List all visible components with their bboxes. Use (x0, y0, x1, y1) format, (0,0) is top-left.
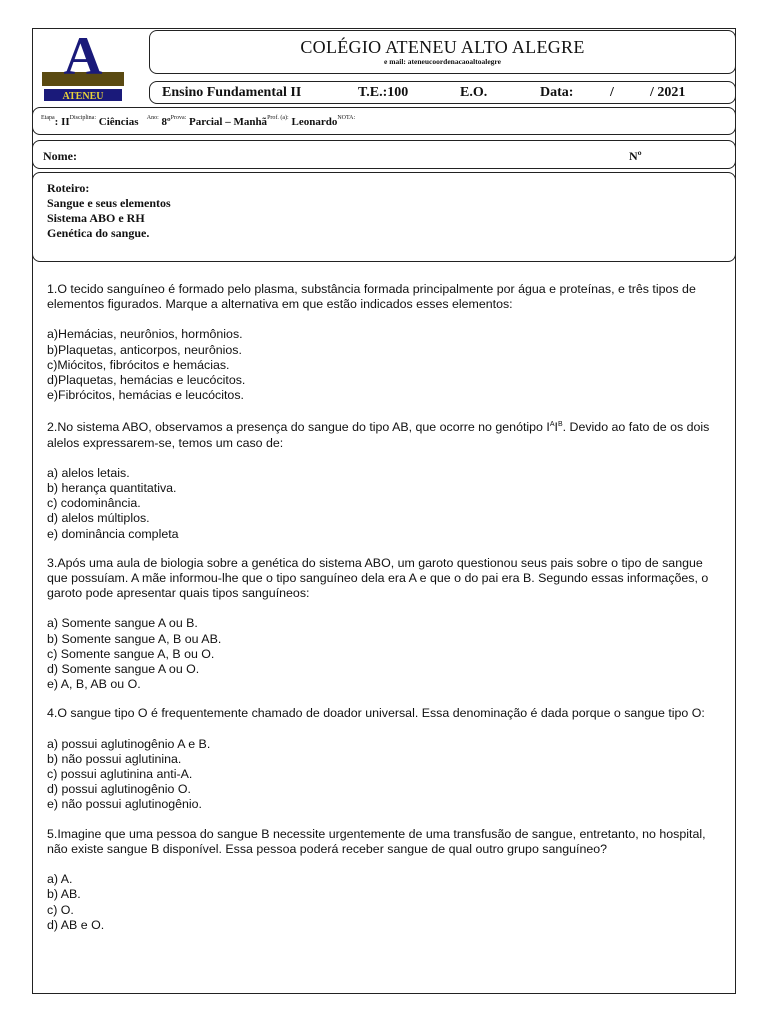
option: e)Fibrócitos, hemácias e leucócitos. (47, 388, 244, 403)
option: a) alelos letais. (47, 465, 130, 480)
name-label: Nome: (43, 149, 77, 163)
option: d) Somente sangue A ou O. (47, 662, 200, 677)
question-5-text: 5.Imagine que uma pessoa do sangue B necessite urgentemente de uma transfusão de sangue, entretanto, no hospital, não existe sangue B disponível. Essa pessoa poderá receber sangue de qual outro grupo sanguíneo? (47, 826, 706, 856)
option: a) A. (47, 872, 73, 887)
disciplina-value: Ciências (96, 116, 139, 128)
q2-sup-a: A (549, 421, 555, 429)
questions (47, 282, 719, 947)
prof-value: Leonardo (288, 116, 338, 128)
q2-text-b: . Devido ao fato de os dois alelos expressarem-se, temos um caso de: (47, 420, 710, 450)
exam-info-line (32, 107, 736, 135)
option: c) codominância. (47, 496, 141, 511)
question-4-options (47, 737, 719, 813)
option: c)Miócitos, fibrócitos e hemácias. (47, 357, 230, 372)
eo-text: E.O. (460, 85, 488, 100)
question-5-options (47, 872, 719, 933)
school-email: e mail: ateneucoordenacaoaltoalegre (384, 57, 501, 66)
option: d) alelos múltiplos. (47, 511, 150, 526)
option: c) O. (47, 902, 74, 917)
te-text: T.E.:100 (358, 85, 409, 100)
option: a)Hemácias, neurônios, hormônios. (47, 327, 243, 342)
prova-label: Prova: (170, 115, 187, 121)
roteiro-box (32, 172, 736, 262)
logo-letter: A (63, 34, 103, 86)
ano-value: 8º (158, 116, 171, 128)
number-label: Nº (629, 149, 642, 163)
prova-value: Parcial – Manhã (186, 116, 268, 128)
etapa-label: Etapa (41, 115, 55, 121)
date-separator: / (610, 85, 614, 100)
option: a) Somente sangue A ou B. (47, 616, 198, 631)
option: c) Somente sangue A, B ou O. (47, 646, 215, 661)
prof-label: Prof. (a): (267, 115, 289, 121)
title-box (149, 30, 736, 74)
option: d)Plaquetas, hemácias e leucócitos. (47, 373, 246, 388)
option: b) AB. (47, 887, 81, 902)
roteiro-item: Genética do sangue. (47, 226, 150, 240)
date-label: Data: (540, 85, 574, 100)
roteiro-item: Sistema ABO e RH (47, 211, 145, 225)
roteiro-title: Roteiro: (47, 181, 90, 195)
logo-text: ATENEU (62, 91, 104, 102)
question-1-text: 1.O tecido sanguíneo é formado pelo plasma, substância formada principalmente por água e proteínas, e três tipos de elementos figurados. Marque a alternativa em que estão indicados esses elementos: (47, 282, 696, 312)
question-1-options (47, 327, 719, 403)
q2-mid: I (554, 420, 558, 435)
option: a) possui aglutinogênio A e B. (47, 736, 211, 751)
exam-info-row (41, 115, 355, 128)
school-name: COLÉGIO ATENEU ALTO ALEGRE (300, 37, 585, 57)
school-logo (40, 34, 126, 102)
level-text: Ensino Fundamental II (162, 85, 302, 100)
q2-text-a: 2.No sistema ABO, observamos a presença do sangue do tipo AB, que ocorre no genótipo I (47, 420, 550, 435)
option: d) possui aglutinogênio O. (47, 782, 191, 797)
name-line (32, 140, 736, 169)
option: b) Somente sangue A, B ou AB. (47, 631, 222, 646)
roteiro-item: Sangue e seus elementos (47, 196, 171, 210)
date-year: / 2021 (650, 85, 686, 100)
option: d) AB e O. (47, 917, 105, 932)
option: e) não possui aglutinogênio. (47, 797, 202, 812)
option: e) A, B, AB ou O. (47, 677, 141, 692)
disciplina-label: Disciplina: (69, 115, 96, 121)
question-3-options (47, 616, 719, 692)
option: b) não possui aglutinina. (47, 751, 182, 766)
question-2-text (47, 417, 719, 450)
question-2-options (47, 466, 719, 542)
etapa-value: : II (54, 116, 70, 128)
q2-sup-b: B (557, 421, 563, 429)
option: b)Plaquetas, anticorpos, neurônios. (47, 342, 242, 357)
nota-label: NOTA: (337, 115, 356, 121)
question-3-text: 3.Após uma aula de biologia sobre a genética do sistema ABO, um garoto questionou seus pais sobre o tipo de sangue que possuíam. A mãe informou-lhe que o tipo sanguíneo dela era A e que o do pai era B. Segundo essas informações, o garoto pode apresentar quais tipos sanguíneos: (47, 555, 709, 601)
ano-label: Ano: (146, 115, 159, 121)
option: c) possui aglutinina anti-A. (47, 767, 193, 782)
option: e) dominância completa (47, 526, 179, 541)
option: b) herança quantitativa. (47, 481, 177, 496)
course-line (149, 81, 736, 104)
question-4-text: 4.O sangue tipo O é frequentemente chamado de doador universal. Essa denominação é dada porque o sangue tipo O: (47, 706, 705, 721)
